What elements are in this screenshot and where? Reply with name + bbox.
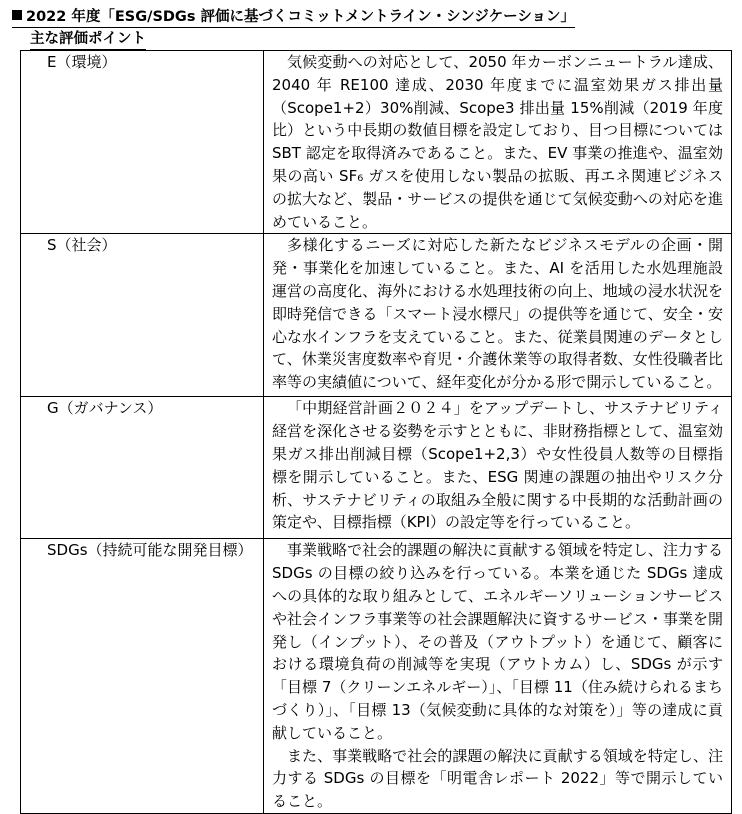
row-paragraph: 事業戦略で社会的課題の解決に貢献する領域を特定し、注力する SDGs の目標の絞り込みを行っている。本業を通じた SDGs 達成への具体的な取り組みとして、エネルギーソリューションサービスや社会インフラ事業等の社会課題解決に資するサービス・事業を開発し（インプット）、その普及（アウトプット）を通じて、顧客における環境負荷の削減等を実現（アウトカム）し、SDGs が示す「目標 7（クリーンエネルギー）」、「目標 11（住み続けられるまちづくり）」、「目標 13（気候変動に具体的な対策を）」等の達成に貢献していること。 [272,541,723,742]
row-content [264,51,732,234]
section-subheading: 主な評価ポイント [30,30,146,50]
row-paragraph: また、事業戦略で社会的課題の解決に貢献する領域を特定し、注力する SDGs の目標を「明電舎レポート 2022」等で開示していること。 [272,746,723,811]
square-bullet-icon [12,10,22,20]
row-label: S（社会） [21,234,264,397]
heading-text: 2022 年度「ESG/SDGs 評価に基づくコミットメントライン・シンジケーション」 [26,9,576,25]
row-label: G（ガバナンス） [21,397,264,539]
table-row [21,234,732,397]
table-row [21,397,732,539]
row-label: SDGs（持続可能な開発目標） [21,539,264,814]
document-heading [12,8,575,28]
row-label: E（環境） [21,51,264,234]
row-content [264,234,732,397]
row-content [264,539,732,814]
row-paragraph: 気候変動への対応として、2050 年カーボンニュートラル達成、2040 年 RE100 達成、2030 年度までに温室効果ガス排出量（Scope1+2）30%削減、Scope3 排出量 15%削減（2019 年度比）という中長期の数値目標を設定しており、目つ目標についてはSBT 認定を取得済みであること。また、EV 事業の推進や、温室効果の高い SF₆ ガスを使用しない製品の拡販、再エネ関連ビジネスの拡大など、製品・サービスの提供を通じて気候変動への対応を進めていること。 [272,53,723,231]
row-paragraph: 多様化するニーズに対応した新たなビジネスモデルの企画・開発・事業化を加速していること。また、AI を活用した水処理施設運営の高度化、海外における水処理技術の向上、地域の浸水状況を即時発信できる「スマート浸水標尺」の提供等を通じて、安全・安心な水インフラを支えていること。また、従業員関連のデータとして、休業災害度数率や育児・介護休業等の取得者数、女性役職者比率等の実績値について、経年変化が分かる形で開示していること。 [272,236,723,392]
evaluation-table [20,50,732,814]
row-content [264,397,732,539]
table-row [21,539,732,814]
table-row [21,51,732,234]
row-paragraph: 「中期経営計画２０２４」をアップデートし、サステナビリティ経営を深化させる姿勢を示すとともに、非財務指標として、温室効果ガス排出削減目標（Scope1+2,3）や女性役員人数等の目標指標を開示していること。また、ESG 関連の課題の抽出やリスク分析、サステナビリティの取組み全般に関する中長期的な活動計画の策定や、目標指標（KPI）の設定等を行っていること。 [272,399,723,532]
